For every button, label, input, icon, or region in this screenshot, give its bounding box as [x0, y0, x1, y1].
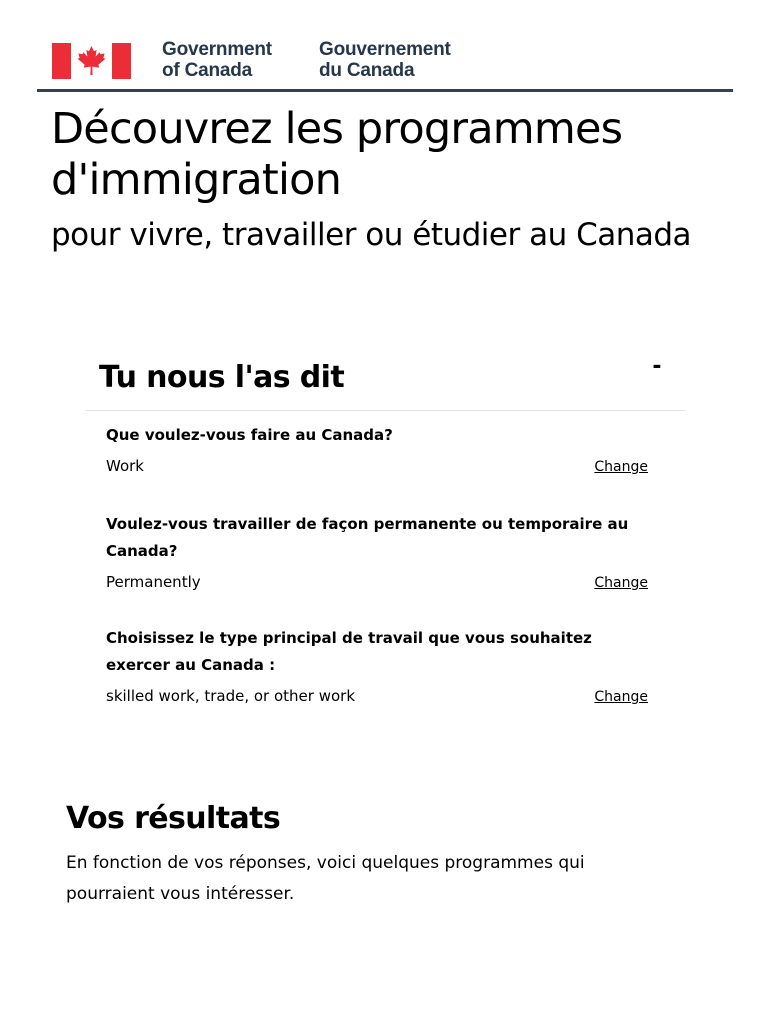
- wordmark-line: Gouvernement: [319, 39, 451, 60]
- answer-row: [106, 454, 651, 478]
- summary-item: [106, 422, 651, 478]
- header-divider: [37, 89, 733, 92]
- question-label: Voulez-vous travailler de façon permanente ou temporaire au Canada?: [106, 515, 629, 560]
- wordmark-french: [319, 39, 451, 81]
- wordmark-english: [162, 39, 272, 81]
- change-link[interactable]: Change: [594, 689, 648, 705]
- collapse-toggle-button[interactable]: -: [652, 354, 662, 379]
- question-label: Que voulez-vous faire au Canada?: [106, 426, 393, 444]
- summary-item: [106, 625, 651, 708]
- answer-value: Work: [106, 457, 144, 475]
- summary-heading: Tu nous l'as dit: [99, 360, 345, 395]
- results-heading: Vos résultats: [66, 801, 281, 836]
- summary-item: [106, 511, 651, 594]
- change-link[interactable]: Change: [594, 459, 648, 475]
- summary-divider: [85, 410, 685, 411]
- change-link[interactable]: Change: [594, 575, 648, 591]
- answer-row: [106, 684, 651, 708]
- wordmark-line: du Canada: [319, 60, 415, 81]
- answer-value: skilled work, trade, or other work: [106, 687, 356, 705]
- site-header: [0, 0, 768, 92]
- page-subtitle: pour vivre, travailler ou étudier au Canada: [51, 217, 692, 253]
- wordmark-line: Government: [162, 39, 272, 60]
- canada-flag-icon[interactable]: [52, 43, 131, 79]
- question-label: Choisissez le type principal de travail que vous souhaitez exercer au Canada :: [106, 629, 592, 674]
- answer-row: [106, 570, 651, 594]
- results-intro-text: En fonction de vos réponses, voici quelques programmes qui pourraient vous intéresser.: [66, 853, 585, 904]
- answer-value: Permanently: [106, 573, 201, 591]
- wordmark-line: of Canada: [162, 60, 253, 81]
- page-title: Découvrez les programmes d'immigration: [51, 104, 623, 205]
